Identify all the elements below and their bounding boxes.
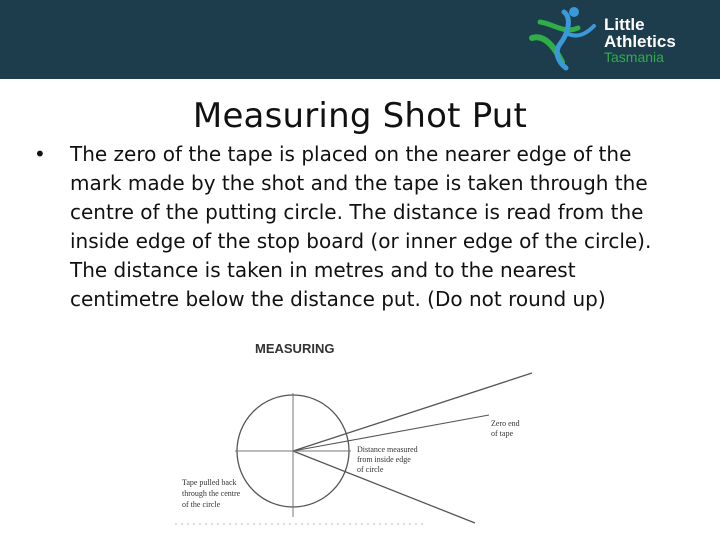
- little-athletics-logo: [524, 4, 714, 74]
- bullet-line: The zero of the tape is placed on the nearer edge of the: [70, 142, 632, 166]
- bullet-line: centimetre below the distance put. (Do not round up): [70, 287, 606, 311]
- running-figure-logo-icon: [524, 4, 604, 74]
- distance-measured-label: [357, 445, 418, 474]
- distance-label-line: of circle: [357, 465, 384, 474]
- sector-line-upper: [293, 373, 532, 451]
- bullet-line: centre of the putting circle. The distance is read from the: [70, 200, 644, 224]
- tape-pulled-back-label: [182, 478, 241, 509]
- slide-title: Measuring Shot Put: [192, 96, 528, 136]
- bullet-text: [70, 140, 710, 314]
- bullet-symbol: •: [34, 142, 46, 166]
- distance-label-line: Distance measured: [357, 445, 418, 454]
- distance-label-line: from inside edge: [357, 455, 411, 464]
- tape-pulled-label-line: of the circle: [182, 500, 221, 509]
- zero-end-label: [491, 419, 520, 438]
- header-bar: [0, 0, 720, 79]
- zero-end-label-line: Zero end: [491, 419, 520, 428]
- logo-line-tasmania: Tasmania: [604, 49, 664, 65]
- zero-end-label-line: of tape: [491, 429, 513, 438]
- diagram-heading: MEASURING: [255, 341, 335, 356]
- bullet-line: mark made by the shot and the tape is taken through the: [70, 171, 648, 195]
- tape-pulled-label-line: through the centre: [182, 489, 241, 498]
- measuring-diagram: [175, 335, 540, 527]
- logo-line-athletics: Athletics: [604, 32, 676, 51]
- bullet-line: inside edge of the stop board (or inner edge of the circle).: [70, 229, 652, 253]
- logo-wordmark: [604, 16, 676, 64]
- bullet-line: The distance is taken in metres and to the nearest: [70, 258, 576, 282]
- logo-line-little: Little: [604, 15, 645, 34]
- tape-pulled-label-line: Tape pulled back: [182, 478, 237, 487]
